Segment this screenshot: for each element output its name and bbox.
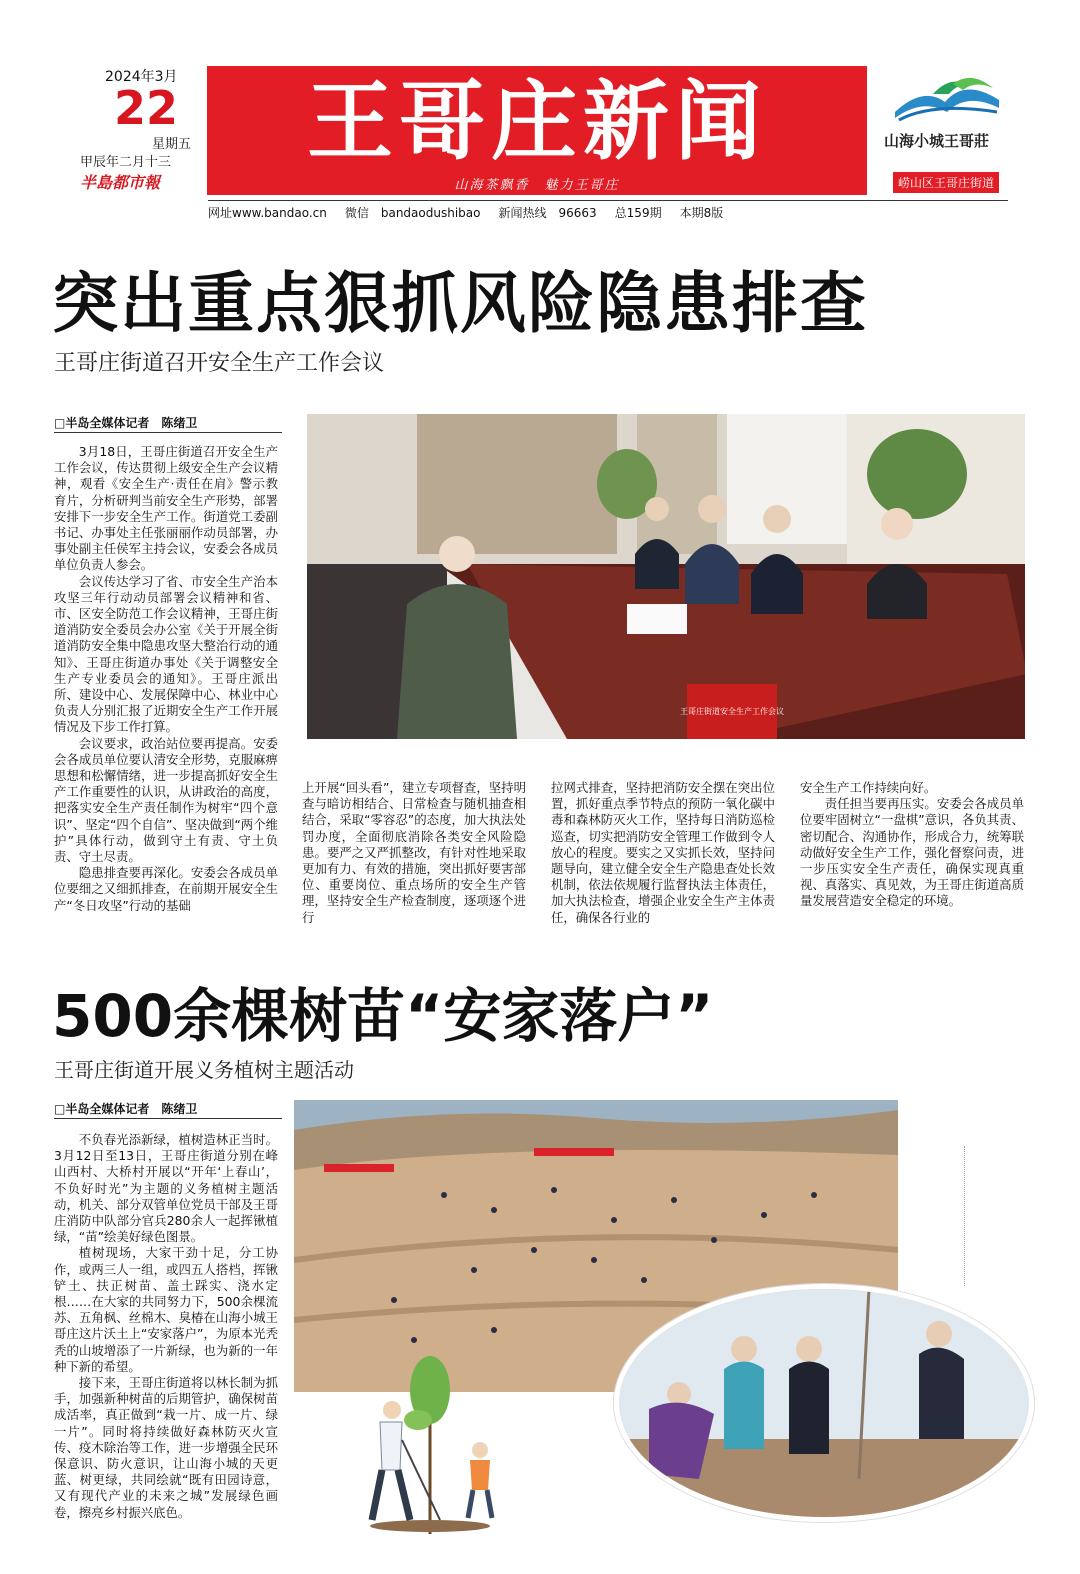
brand-mountain-logo-icon: [893, 72, 1003, 128]
paragraph: 会议要求，政治站位要再提高。安委会各成员单位要认清安全形势，克服麻痹思想和松懈情绪，进一步提高抓好安全生产工作重要性的认识，从讲政治的高度，把落实安全生产责任制作为树牢“四个意识”、坚定“四个自信”、坚决做到“两个维护”具体行动，做到守土有责、守土负责、守土尽责。: [54, 735, 278, 865]
people-planting-illustration-icon: [330, 1350, 530, 1534]
paragraph: 3月18日，王哥庄街道召开安全生产工作会议，传达贯彻上级安全生产会议精神，观看《安全生产·责任在肩》警示教育片，分析研判当前安全生产形势，部署安排下一步安全生产工作。街道党工委副书记、办事处主任张丽丽作动员部署，办事处副主任侯军主持会议，安委会各成员单位负责人参会。: [54, 444, 278, 573]
article2-headline: 500余棵树苗“安家落户”: [52, 982, 714, 1050]
masthead-title: 王哥庄新闻: [307, 72, 767, 172]
article1-byline: □半岛全媒体记者 陈绪卫: [54, 414, 282, 433]
date-year-month: 2024年3月: [105, 69, 178, 85]
paragraph: 隐患排查要再深化。安委会各成员单位要细之又细抓排查，在前期开展安全生产“冬日攻坚”行动的基础: [54, 865, 278, 913]
weekday: 星期五: [152, 137, 192, 152]
article1-column-3: [551, 780, 775, 928]
article1-column-4: [800, 780, 1024, 930]
brand-slogan: 山海小城王哥莊: [884, 132, 990, 150]
article1-headline: 突出重点狠抓风险隐患排查: [52, 265, 868, 342]
date-day: 22: [114, 81, 179, 135]
article2-subheadline: 王哥庄街道开展义务植树主题活动: [54, 1058, 354, 1082]
meeting-banner-text: 王哥庄街道安全生产工作会议: [680, 707, 784, 716]
paragraph: 责任担当要再压实。安委会各成员单位要牢固树立“一盘棋”意识，各负其责、密切配合、沟通协作，形成合力，统筹联动做好安全生产工作，强化督察问责，进一步压实安全生产责任，确保实现真重视、真落实、真见效，为王哥庄街道高质量发展营造安全稳定的环境。: [800, 796, 1024, 909]
article1-subheadline: 王哥庄街道召开安全生产工作会议: [54, 351, 385, 376]
article1-column-1: [54, 444, 278, 928]
divider: [964, 1146, 965, 1286]
paragraph: 上开展“回头看”，建立专项督查，坚持明查与暗访相结合、日常检查与随机抽查相结合，采取“零容忍”的态度，加大执法处罚办度，全面彻底消除各类安全风险隐患。要严之又严抓整改，有针对性地采取更加有力、有效的措施，突出抓好要害部位、重要岗位、重点场所的安全生产管理，坚持安全生产检查制度，逐项逐个进行: [302, 780, 526, 925]
website[interactable]: 网址www.bandao.cn: [208, 206, 327, 220]
edition: 本期8版: [679, 206, 724, 220]
lunar-date: 甲辰年二月十三: [80, 155, 172, 170]
wechat: 微信 bandaodushibao: [344, 206, 481, 220]
paragraph: 拉网式排查，坚持把消防安全摆在突出位置，抓好重点季节特点的预防一氧化碳中毒和森林防灭火工作，坚持每日消防巡检巡查，切实把消防安全管理工作做到令人放心的程度。要实之又实抓长效，坚持问题导向，建立健全安全生产隐患查处长效机制，依法依规履行监督执法主体责任，加大执法检查，增强企业安全生产主体责任，确保各行业的: [551, 780, 775, 925]
paragraph: 接下来，王哥庄街道将以林长制为抓手，加强新种树苗的后期管护，确保树苗成活率，真正做到“栽一片、成一片、绿一片”。同时将持续做好森林防灭火宣传、疫木除治等工作，进一步增强全民环保意识、防火意识，让山海小城的天更蓝、树更绿，共同绘就“既有田园诗意，又有现代产业的未来之城”发展绿色画卷，擦亮乡村振兴底色。: [54, 1375, 278, 1520]
masthead-banner: [207, 66, 867, 195]
issue-total: 总159期: [614, 206, 662, 220]
hotline: 新闻热线 96663: [498, 206, 597, 220]
paragraph: 不负春光添新绿，植树造林正当时。3月12日至13日，王哥庄街道分别在峰山西村、大桥村开展以“开年‘上春山’，不负好时光”为主题的义务植树主题活动，机关、部分双管单位党员干部及王哥庄消防中队部分官兵280余人一起挥锹植绿，“苗”绘美好绿色图景。: [54, 1132, 278, 1245]
brand-tag: 崂山区王哥庄街道: [893, 172, 999, 193]
paragraph: 会议传达学习了省、市安全生产治本攻坚三年行动动员部署会议精神和省、市、区安全防范工作会议精神，王哥庄街道消防安全委员会办公室《关于开展全街道消防安全集中隐患攻坚大整治行动的通知》、王哥庄街道办事处《关于调整安全生产专业委员会的通知》。王哥庄派出所、建设中心、发展保障中心、林业中心负责人分别汇报了近期安全生产工作开展情况及下步工作打算。: [54, 573, 278, 735]
article1-column-2: [302, 780, 526, 928]
tree-planting-closeup-photo: [614, 1284, 1034, 1522]
paragraph: 植树现场，大家干劲十足，分工协作，或两三人一组，或四五人搭档，挥锹铲土、扶正树苗、盖土踩实、浇水定根……在大家的共同努力下，500余棵流苏、五角枫、丝棉木、臭椿在山海小城王哥庄这片沃土上“安家落户”，为原本光秃秃的山坡增添了一片新绿，也为新的一年种下新的希望。: [54, 1245, 278, 1374]
article2-byline: □半岛全媒体记者 陈绪卫: [54, 1100, 282, 1119]
paper-logo: 半島都市報: [80, 173, 161, 192]
meeting-photo: [307, 414, 1025, 739]
info-bar: [208, 200, 1008, 221]
paragraph: 安全生产工作持续向好。: [800, 780, 937, 795]
article2-column: [54, 1132, 278, 1532]
masthead-slogan: 山海茶飘香 魅力王哥庄: [454, 178, 620, 193]
